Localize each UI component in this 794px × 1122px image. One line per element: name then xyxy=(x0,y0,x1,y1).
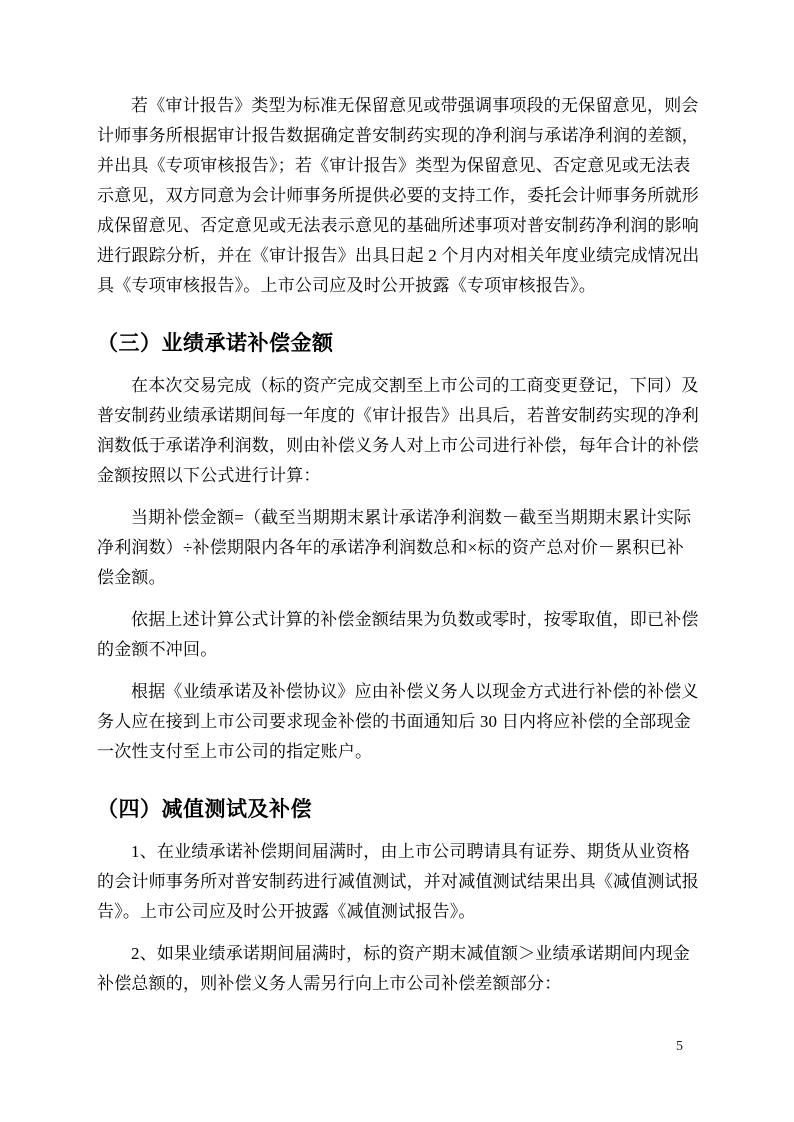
paragraph-audit-report-types xyxy=(97,91,700,301)
paragraph-impairment-difference xyxy=(97,939,691,999)
text-line: 具《专项审核报告》。上市公司应及时公开披露《专项审核报告》。 xyxy=(97,276,596,295)
text-line: 进行跟踪分析，并在《审计报告》出具日起 2 个月内对相关年度业绩完成情况出 xyxy=(97,246,700,265)
text-line: 当期补偿金额=（截至当期期末累计承诺净利润数－截至当期期末累计实际 xyxy=(131,508,692,527)
text-line: 偿金额。 xyxy=(97,568,166,587)
text-line: 的金额不冲回。 xyxy=(97,640,218,659)
paragraph-compensation-trigger xyxy=(97,371,699,491)
text-line: 普安制药业绩承诺期间每一年度的《审计报告》出具后，若普安制药实现的净利 xyxy=(97,406,699,425)
text-line: 成保留意见、否定意见或无法表示意见的基础所述事项对普安制药净利润的影响 xyxy=(97,216,699,235)
text-line: 在本次交易完成（标的资产完成交割至上市公司的工商变更登记，下同）及 xyxy=(131,376,699,395)
text-line: 的会计师事务所对普安制药进行减值测试，并对减值测试结果出具《减值测试报 xyxy=(97,872,699,891)
document-content xyxy=(97,91,700,999)
text-line: 告》。上市公司应及时公开披露《减值测试报告》。 xyxy=(97,902,476,921)
text-line: 2、如果业绩承诺期间届满时，标的资产期末减值额＞业绩承诺期间内现金 xyxy=(131,944,691,963)
text-line: 依据上述计算公式计算的补偿金额结果为负数或零时，按零取值，即已补偿 xyxy=(131,610,699,629)
text-line: 示意见，双方同意为会计师事务所提供必要的支持工作，委托会计师事务所就形 xyxy=(97,186,699,205)
text-line: 并出具《专项审核报告》；若《审计报告》类型为保留意见、否定意见或无法表 xyxy=(97,156,691,175)
paragraph-cash-payment-terms xyxy=(97,677,699,767)
text-line: 润数低于承诺净利润数，则由补偿义务人对上市公司进行补偿，每年合计的补偿 xyxy=(97,436,699,455)
section-heading-compensation-amount: （三）业绩承诺补偿金额 xyxy=(97,332,334,355)
text-line: 若《审计报告》类型为标准无保留意见或带强调事项段的无保留意见，则会 xyxy=(131,96,699,115)
text-line: 一次性支付至上市公司的指定账户。 xyxy=(97,742,373,761)
text-line: 补偿总额的，则补偿义务人需另行向上市公司补偿差额部分： xyxy=(97,974,562,993)
section-heading-impairment-test: （四）减值测试及补偿 xyxy=(97,798,312,821)
paragraph-zero-value-rule xyxy=(97,605,699,665)
text-line: 务人应在接到上市公司要求现金补偿的书面通知后 30 日内将应补偿的全部现金 xyxy=(97,712,691,731)
text-line: 根据《业绩承诺及补偿协议》应由补偿义务人以现金方式进行补偿的补偿义 xyxy=(131,682,699,701)
paragraph-impairment-test xyxy=(97,837,699,927)
text-line: 计师事务所根据审计报告数据确定普安制药实现的净利润与承诺净利润的差额， xyxy=(97,126,699,145)
text-line: 净利润数）÷补偿期限内各年的承诺净利润数总和×标的资产总对价－累积已补 xyxy=(97,538,684,557)
paragraph-compensation-formula xyxy=(97,503,692,593)
page-number: 5 xyxy=(676,1039,683,1054)
text-line: 1、在业绩承诺补偿期间届满时，由上市公司聘请具有证券、期货从业资格 xyxy=(131,842,691,861)
text-line: 金额按照以下公式进行计算： xyxy=(97,466,321,485)
